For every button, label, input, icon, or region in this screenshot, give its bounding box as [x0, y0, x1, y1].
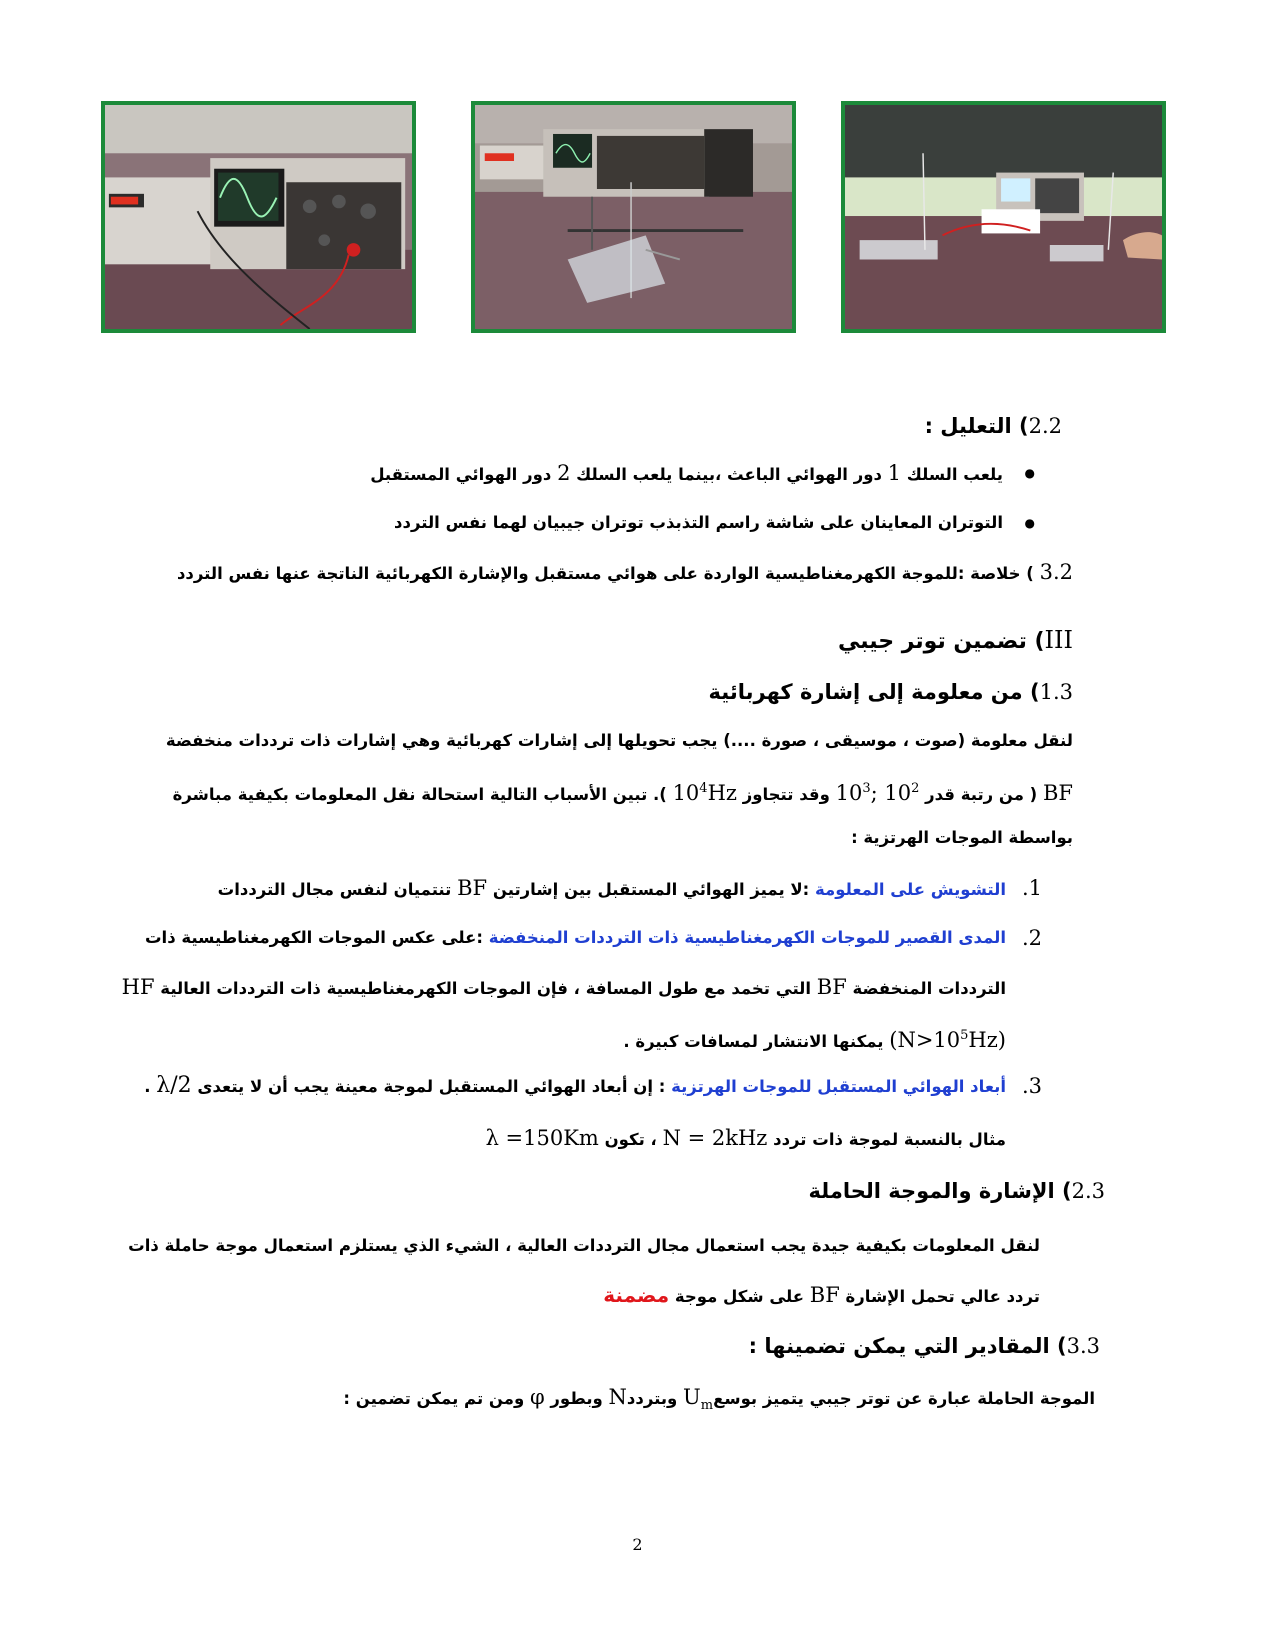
paragraph-1-3-line-2: BF ( من رتبة قدر $10^3$; $10^2$ وقد تتجاوز $10^4Hz$ ). تبين الأسباب التالية استحالة نقل المعلومات بكيفية مباشرة — [172, 781, 1073, 805]
heading-1-3: 1.3) من معلومة إلى إشارة كهربائية — [708, 680, 1073, 704]
frequency-range: $10^3$; $10^2$ — [835, 781, 920, 805]
photo-oscilloscope-closeup — [101, 101, 416, 333]
paragraph-2-3-line-2: تردد عالي تحمل الإشارة BF على شكل موجة مضمنة — [603, 1283, 1040, 1307]
reason-item-1: 1. التشويش على المعلومة :لا يميز الهوائي المستقبل بين إشارتين BF تنتميان لنفس مجال الترددات — [217, 876, 1042, 900]
paragraph-2-3-line-1: لنقل المعلومات بكيفية جيدة يجب استعمال مجال الترددات العالية ، الشيء الذي يستلزم استعمال موجة حاملة ذات — [128, 1236, 1040, 1255]
photo-oscilloscope-and-antenna — [471, 101, 796, 333]
paragraph-3-3: الموجة الحاملة عبارة عن توتر جيبي يتميز بوسعU$_m$ وبترددN وبطور φ ومن تم يمكن تضمين : — [343, 1385, 1095, 1414]
bullet-item-2: ● التوتران المعاينان على شاشة راسم التذبذب توتران جيبيان لهما نفس التردد — [394, 508, 1003, 538]
heading-2-3: 2.3) الإشارة والموجة الحاملة — [808, 1179, 1105, 1203]
reason-item-3: 3. أبعاد الهوائي المستقبل للموجات الهرتزية : إن أبعاد الهوائي المستقبل لموجة معينة يجب أن لا يتعدى λ/2 . — [144, 1073, 1042, 1098]
heading-3-3: 3.3) المقادير التي يمكن تضمينها : — [748, 1334, 1100, 1358]
frequency-max: $10^4Hz$ — [672, 781, 737, 805]
frequency-condition: $(N>10^5Hz)$ — [889, 1028, 1006, 1052]
reason-item-2: 2. المدى القصير للموجات الكهرمغناطيسية ذات الترددات المنخفضة :على عكس الموجات الكهرمغناطيسية ذات — [144, 926, 1042, 950]
paragraph-1-3-line-1: لنقل معلومة (صوت ، موسيقى ، صورة ....) يجب تحويلها إلى إشارات كهربائية وهي إشارات ذات ترددات منخفضة — [165, 731, 1073, 750]
amplitude-symbol: $U_m$ — [683, 1385, 714, 1414]
bullet-item-1: ● يلعب السلك 1 دور الهوائي الباعث ،بينما يلعب السلك 2 دور الهوائي المستقبل — [370, 458, 1003, 490]
heading-2-2: 2.2) التعليل : — [924, 414, 1062, 438]
paragraph-1-3-line-3: بواسطة الموجات الهرتزية : — [851, 828, 1073, 847]
reason-item-2-line-3: $(N>10^5Hz)$ يمكنها الانتشار لمسافات كبيرة . — [623, 1028, 1006, 1052]
reason-item-2-line-2: الترددات المنخفضة BF التي تخمد مع طول المسافة ، فإن الموجات الكهرمغناطيسية ذات الترددات العالية HF — [121, 975, 1006, 999]
reason-item-3-example: مثال بالنسبة لموجة ذات تردد N = 2kHz ، تكون λ =150Km — [485, 1126, 1006, 1150]
modulated-highlight: مضمنة — [603, 1283, 670, 1307]
conclusion-3-2: 3.2 ) خلاصة :للموجة الكهرمغناطيسية الواردة على هوائي مستقبل والإشارة الكهربائية الناتجة عنها نفس التردد — [176, 560, 1073, 584]
photo-emitter-receiver-setup — [841, 101, 1166, 333]
heading-III: III) تضمين توتر جيبي — [837, 626, 1073, 654]
page-number: 2 — [632, 1535, 643, 1554]
